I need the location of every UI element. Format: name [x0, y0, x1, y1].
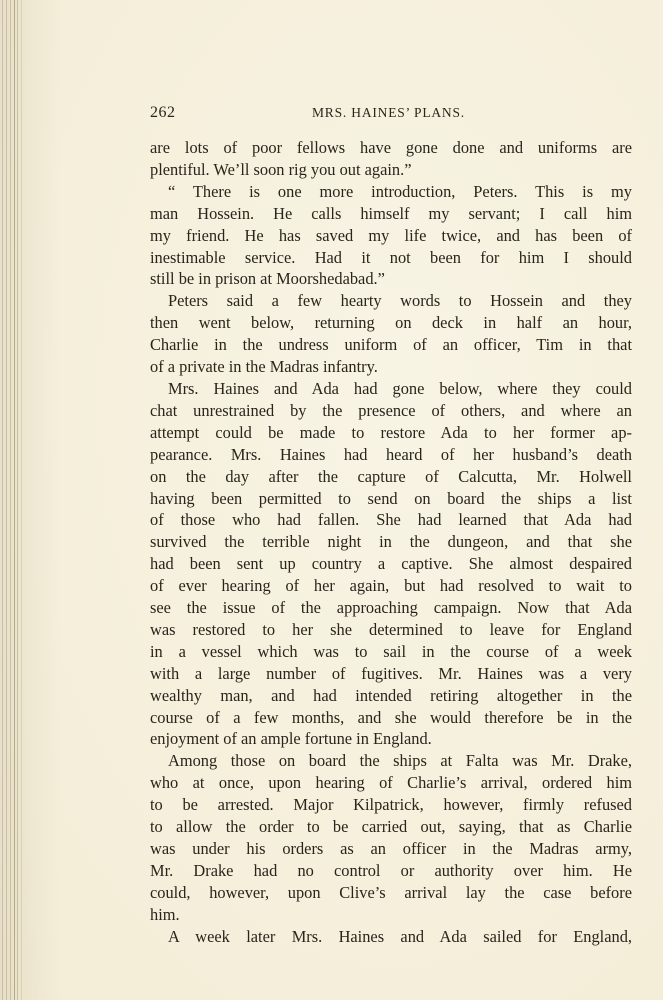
running-head	[150, 104, 632, 124]
binding-rule	[2, 0, 3, 1000]
text-line: to allow the order to be carried out, saying, that as Charlie	[150, 817, 632, 837]
text-line: pearance. Mrs. Haines had heard of her husband’s death	[150, 444, 632, 464]
body-text	[150, 137, 632, 948]
page-binding-edge	[0, 0, 40, 1000]
text-line: attempt could be made to restore Ada to her former ap-	[150, 422, 632, 442]
running-head-title: MRS. HAINES’ PLANS.	[312, 105, 465, 120]
text-line: in a vessel which was to sail in the course of a week	[150, 641, 632, 661]
text-line: was restored to her she determined to leave for England	[150, 619, 632, 639]
text-line: Among those on board the ships at Falta was Mr. Drake,	[168, 751, 632, 771]
text-line: “ There is one more introduction, Peters. This is my	[168, 181, 632, 201]
text-line: enjoyment of an ample fortune in England.	[150, 729, 432, 749]
text-line: Charlie in the undress uniform of an officer, Tim in that	[150, 335, 632, 355]
binding-rule	[10, 0, 11, 1000]
text-line: Mr. Drake had no control or authority over him. He	[150, 860, 632, 880]
text-line: Mrs. Haines and Ada had gone below, where they could	[168, 378, 632, 398]
text-line: wealthy man, and had intended retiring altogether in the	[150, 685, 632, 705]
text-line: A week later Mrs. Haines and Ada sailed for England,	[168, 926, 632, 946]
binding-rule	[17, 0, 18, 1000]
text-line: could, however, upon Clive’s arrival lay the case before	[150, 882, 632, 902]
text-line: man Hossein. He calls himself my servant; I call him	[150, 203, 632, 223]
text-line: him.	[150, 904, 180, 924]
binding-rule	[14, 0, 15, 1000]
text-line: my friend. He has saved my life twice, and has been of	[150, 225, 632, 245]
text-line: inestimable service. Had it not been for him I should	[150, 247, 632, 267]
text-line: to be arrested. Major Kilpatrick, however, firmly refused	[150, 795, 632, 815]
text-line: see the issue of the approaching campaign. Now that Ada	[150, 598, 632, 618]
text-line: plentiful. We’ll soon rig you out again.”	[150, 159, 412, 179]
text-line: Peters said a few hearty words to Hossein and they	[168, 291, 632, 311]
text-line: chat unrestrained by the presence of others, and where an	[150, 400, 632, 420]
text-line: with a large number of fugitives. Mr. Haines was a very	[150, 663, 632, 683]
text-line: having been permitted to send on board the ships a list	[150, 488, 632, 508]
text-line: of ever hearing of her again, but had resolved to wait to	[150, 576, 632, 596]
text-line: who at once, upon hearing of Charlie’s arrival, ordered him	[150, 773, 632, 793]
text-line: survived the terrible night in the dungeon, and that she	[150, 532, 632, 552]
text-line: was under his orders as an officer in the Madras army,	[150, 839, 632, 858]
binding-rule	[21, 0, 22, 1000]
page-number: 262	[150, 104, 176, 121]
text-line: are lots of poor fellows have gone done and uniforms are	[150, 138, 632, 157]
text-line: of a private in the Madras infantry.	[150, 357, 378, 377]
text-line: on the day after the capture of Calcutta, Mr. Holwell	[150, 466, 632, 486]
text-line: then went below, returning on deck in half an hour,	[150, 313, 632, 333]
text-line: of those who had fallen. She had learned that Ada had	[150, 510, 632, 530]
text-line: course of a few months, and she would therefore be in the	[150, 707, 632, 727]
text-line: had been sent up country a captive. She almost despaired	[150, 554, 632, 574]
binding-rule	[6, 0, 7, 1000]
text-line: still be in prison at Moorshedabad.”	[150, 269, 385, 289]
